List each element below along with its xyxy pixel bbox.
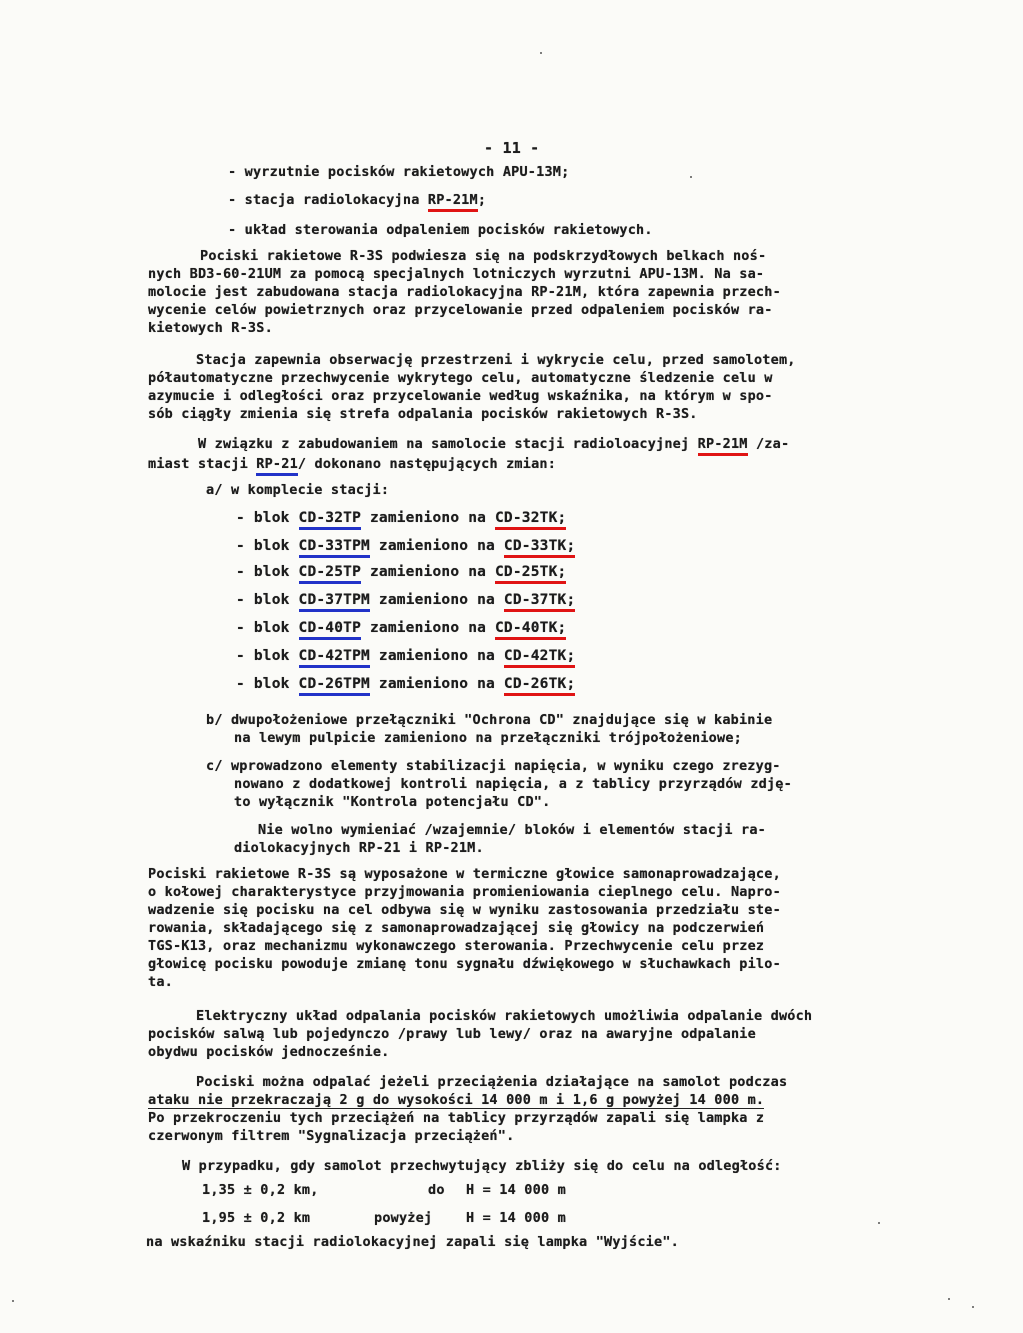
paragraph-line: azymucie i odległości oraz przycelowanie według wskaźnika, na którym w spo- (148, 388, 773, 404)
scan-speck (878, 1222, 880, 1224)
scan-speck (690, 176, 692, 178)
underlined-line: ataku nie przekraczają 2 g do wysokości 14 000 m i 1,6 g powyżej 14 000 m. (148, 1092, 765, 1108)
changes-text-end: / dokonano następujących zmian: (297, 456, 557, 472)
paragraph-approach: W przypadku, gdy samolot przechwytujący zbliży się do celu na odległość: (182, 1158, 782, 1174)
old-block-code: CD-32TP (299, 510, 362, 530)
section-line: b/ dwupołożeniowe przełączniki "Ochrona CD" znajdujące się w kabinie (206, 712, 773, 728)
paragraph-line: pocisków salwą lub pojedynczo /prawy lub lewy/ oraz na awaryjne odpalanie (148, 1026, 756, 1042)
note-line: diolokacyjnych RP-21 i RP-21M. (234, 840, 484, 856)
new-block-code: CD-37TK; (504, 592, 575, 612)
note-line: Nie wolno wymieniać /wzajemnie/ bloków i elementów stacji ra- (258, 822, 766, 838)
paragraph-line: sób ciągły zmienia się strefa odpalania pocisków rakietowych R-3S. (148, 406, 698, 422)
block-mid: zamieniono na (369, 592, 504, 608)
section-a-heading: a/ w komplecie stacji: (206, 482, 390, 498)
block-prefix: - blok (236, 592, 299, 608)
section-line: c/ wprowadzono elementy stabilizacji napięcia, w wyniku czego zrezyg- (206, 758, 781, 774)
old-block-code: CD-33TPM (299, 538, 370, 558)
paragraph-line: TGS-K13, oraz mechanizmu wykonawczego sterowania. Przechwycenie celu przez (148, 938, 765, 954)
old-block-code: CD-40TP (299, 620, 362, 640)
scan-speck (12, 1300, 14, 1302)
old-block-code: CD-37TPM (299, 592, 370, 612)
paragraph-line: ta. (148, 974, 173, 990)
changes-text: miast stacji (148, 456, 257, 472)
scan-speck (540, 52, 542, 54)
paragraph-line: Pociski rakietowe R-3S są wyposażone w termiczne głowice samonaprowadzające, (148, 866, 781, 882)
block-row (236, 592, 575, 608)
block-prefix: - blok (236, 564, 299, 580)
scan-speck (972, 1306, 974, 1308)
paragraph-line: wadzenie się pocisku na cel odbywa się w wyniku zastosowania przedziału ste- (148, 902, 781, 918)
block-mid: zamieniono na (369, 676, 504, 692)
block-row (236, 648, 575, 664)
block-row (236, 510, 566, 526)
new-block-code: CD-40TK; (495, 620, 566, 640)
list-item-launchers: - wyrzutnie pocisków rakietowych APU-13M; (228, 164, 570, 180)
new-radar-highlight: RP-21M (698, 436, 748, 456)
paragraph-line: półautomatyczne przechwycenie wykrytego celu, automatyczne śledzenie celu w (148, 370, 773, 386)
distance-value: 1,95 ± 0,2 km (202, 1210, 311, 1226)
radar-semicolon: ; (477, 192, 487, 208)
paragraph-line: obydwu pocisków jednocześnie. (148, 1044, 390, 1060)
section-line: na lewym pulpicie zamieniono na przełączniki trójpołożeniowe; (234, 730, 742, 746)
list-item-radar: - stacja radiolokacyjna RP-21M; (228, 192, 486, 208)
block-row (236, 620, 566, 636)
block-mid: zamieniono na (361, 510, 495, 526)
paragraph-line: kietowych R-3S. (148, 320, 273, 336)
paragraph-line: czerwonym filtrem "Sygnalizacja przeciążeń". (148, 1128, 515, 1144)
paragraph-line (148, 1092, 764, 1108)
distance-altitude: H = 14 000 m (466, 1182, 566, 1198)
radar-model-highlight: RP-21M (428, 192, 478, 212)
paragraph-line: nych BD3-60-21UM za pomocą specjalnych lotniczych wyrzutni APU-13M. Na sa- (148, 266, 765, 282)
block-mid: zamieniono na (369, 648, 504, 664)
new-block-code: CD-25TK; (495, 564, 566, 584)
final-sentence: na wskaźniku stacji radiolokacyjnej zapali się lampka "Wyjście". (146, 1234, 679, 1250)
block-row (236, 676, 575, 692)
new-block-code: CD-33TK; (504, 538, 575, 558)
old-radar-highlight: RP-21 (256, 456, 298, 476)
radar-text: stacja radiolokacyjna (244, 192, 420, 208)
distance-altitude: H = 14 000 m (466, 1210, 566, 1226)
distance-value: 1,35 ± 0,2 km, (202, 1182, 319, 1198)
block-prefix: - blok (236, 620, 299, 636)
list-item-control: - układ sterowania odpaleniem pocisków rakietowych. (228, 222, 653, 238)
new-block-code: CD-42TK; (504, 648, 575, 668)
block-prefix: - blok (236, 648, 299, 664)
scan-speck (948, 1298, 950, 1300)
paragraph-line: wycenie celów powietrznych oraz przycelowanie przed odpaleniem pocisków ra- (148, 302, 773, 318)
paragraph-line: Elektryczny układ odpalania pocisków rakietowych umożliwia odpalanie dwóch (196, 1008, 813, 1024)
block-mid: zamieniono na (369, 538, 504, 554)
paragraph-line: Po przekroczeniu tych przeciążeń na tablicy przyrządów zapali się lampka z (148, 1110, 765, 1126)
block-row (236, 564, 566, 580)
block-mid: zamieniono na (361, 620, 495, 636)
paragraph-line: Pociski można odpalać jeżeli przeciążenia działające na samolot podczas (196, 1074, 788, 1090)
block-mid: zamieniono na (361, 564, 495, 580)
page-number: - 11 - (484, 139, 540, 157)
paragraph-line (148, 456, 556, 472)
section-line: nowano z dodatkowej kontroli napięcia, a z tablicy przyrządów zdję- (234, 776, 792, 792)
paragraph-line: Stacja zapewnia obserwację przestrzeni i wykrycie celu, przed samolotem, (196, 352, 796, 368)
paragraph-line: Pociski rakietowe R-3S podwiesza się na podskrzydłowych belkach noś- (200, 248, 767, 264)
distance-condition: powyżej (374, 1210, 433, 1226)
new-block-code: CD-32TK; (495, 510, 566, 530)
old-block-code: CD-42TPM (299, 648, 370, 668)
changes-text-end: /za- (747, 436, 790, 452)
block-prefix: - blok (236, 510, 299, 526)
new-block-code: CD-26TK; (504, 676, 575, 696)
block-prefix: - blok (236, 538, 299, 554)
block-row (236, 538, 575, 554)
distance-condition: do (428, 1182, 445, 1198)
old-block-code: CD-25TP (299, 564, 362, 584)
paragraph-line: rowania, składającego się z samonaprowadzającej się głowicy na podczerwień (148, 920, 765, 936)
changes-text: W związku z zabudowaniem na samolocie stacji radioloacyjnej (198, 436, 698, 452)
paragraph-line: głowicę pocisku powoduje zmianę tonu sygnału dźwiękowego w słuchawkach pilo- (148, 956, 781, 972)
section-line: to wyłącznik "Kontrola potencjału CD". (234, 794, 551, 810)
paragraph-line: o kołowej charakterystyce przyjmowania promieniowania cieplnego celu. Napro- (148, 884, 781, 900)
paragraph-line (198, 436, 789, 452)
old-block-code: CD-26TPM (299, 676, 370, 696)
block-prefix: - blok (236, 676, 299, 692)
paragraph-line: molocie jest zabudowana stacja radiolokacyjna RP-21M, która zapewnia przech- (148, 284, 781, 300)
